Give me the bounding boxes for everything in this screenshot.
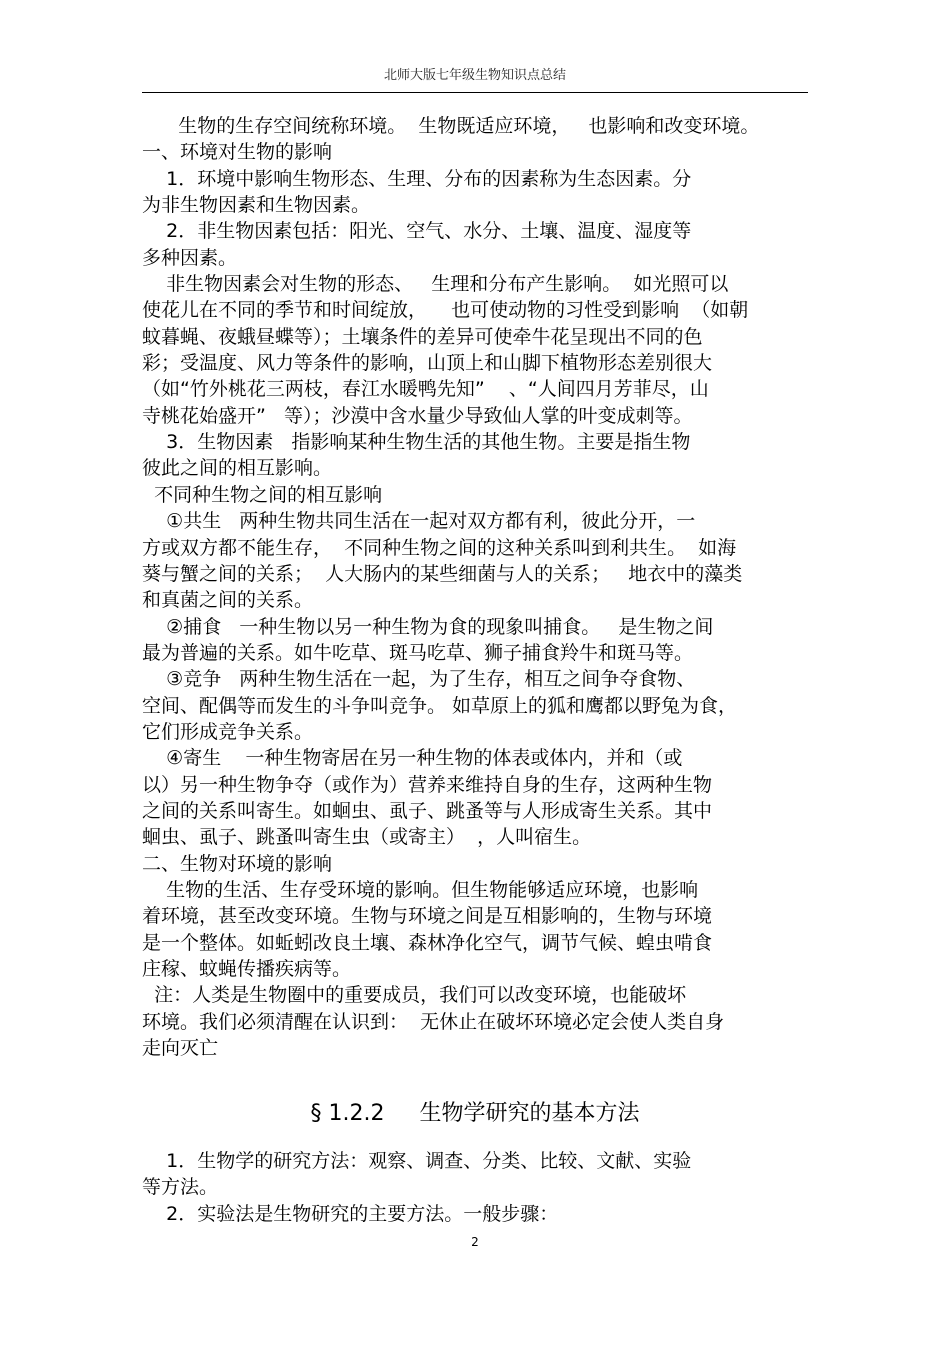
header-divider <box>142 92 808 93</box>
text-line: ①共生 两种生物共同生活在一起对双方都有利，彼此分开，一 <box>142 510 696 533</box>
text-line: 蚊暮蝇、夜蛾昼蝶等）；土壤条件的差异可使牵牛花呈现出不同的色 <box>142 325 703 348</box>
text-line: ③竞争 两种生物生活在一起，为了生存，相互之间争夺食物、 <box>142 668 696 691</box>
text-line: 方或双方都不能生存， 不同种生物之间的这种关系叫到利共生。 如海 <box>142 536 737 559</box>
text-line: 生物的生活、生存受环境的影响。但生物能够适应环境，也影响 <box>142 878 699 901</box>
text-line: 环境。我们必须清醒在认识到： 无休止在破坏环境必定会使人类自身 <box>142 1010 725 1033</box>
text-line: 最为普遍的关系。如牛吃草、斑马吃草、狮子捕食羚牛和斑马等。 <box>142 641 694 664</box>
text-line: 生物的生存空间统称环境。 生物既适应环境， 也影响和改变环境。 <box>142 115 760 137</box>
text-line: 庄稼、蚊蝇传播疾病等。 <box>142 958 352 980</box>
text-line: 着环境，甚至改变环境。生物与环境之间是互相影响的，生物与环境 <box>142 905 713 928</box>
page-number: 2 <box>471 1235 479 1249</box>
text-line: 蛔虫、虱子、跳蚤叫寄生虫（或寄主） ，人叫宿生。 <box>142 826 592 849</box>
text-line: 2．非生物因素包括：阳光、空气、水分、土壤、温度、湿度等 <box>142 220 692 243</box>
text-line: 走向灭亡 <box>142 1037 219 1060</box>
text-line: 以）另一种生物争夺（或作为）营养来维持自身的生存，这两种生物 <box>142 773 713 796</box>
text-line: 彼此之间的相互影响。 <box>142 457 333 480</box>
text-line: 为非生物因素和生物因素。 <box>142 194 371 217</box>
text-line: 1．生物学的研究方法：观察、调查、分类、比较、文献、实验 <box>142 1150 692 1172</box>
text-line: 注：人类是生物圈中的重要成员，我们可以改变环境，也能破坏 <box>142 984 687 1007</box>
text-line: 是一个整体。如蚯蚓改良土壤、森林净化空气，调节气候、蝗虫啃食 <box>142 931 713 954</box>
text-line: 1．环境中影响生物形态、生理、分布的因素称为生态因素。分 <box>142 167 692 190</box>
text-line: 葵与蟹之间的关系； 人大肠内的某些细菌与人的关系； 地衣中的藻类 <box>142 562 743 585</box>
text-line: 它们形成竞争关系。 <box>142 720 314 743</box>
text-line: 不同种生物之间的相互影响 <box>142 483 383 506</box>
text-line: 非生物因素会对生物的形态、 生理和分布产生影响。 如光照可以 <box>142 273 729 296</box>
text-line: 多种因素。 <box>142 246 238 269</box>
text-line: 2．实验法是生物研究的主要方法。一般步骤： <box>142 1202 559 1225</box>
text-line: ④寄生 一种生物寄居在另一种生物的体表或体内，并和（或 <box>142 747 683 770</box>
section-body-text <box>142 1148 812 1227</box>
text-line: 3．生物因素 指影响某种生物生活的其他生物。主要是指生物 <box>142 431 691 454</box>
text-line: 一、环境对生物的影响 <box>142 141 333 164</box>
text-line: 等方法。 <box>142 1176 219 1199</box>
text-line: 和真菌之间的关系。 <box>142 589 314 612</box>
text-line: 使花儿在不同的季节和时间绽放， 也可使动物的习性受到影响 （如朝 <box>142 299 749 322</box>
text-line: 彩；受温度、风力等条件的影响，山顶上和山脚下植物形态差别很大 <box>142 352 713 375</box>
text-line: 寺桃花始盛开” 等）；沙漠中含水量少导致仙人掌的叶变成刺等。 <box>142 404 693 427</box>
text-line: （如“竹外桃花三两枝，春江水暖鸭先知” 、“人间四月芳菲尽，山 <box>142 378 709 401</box>
body-text <box>142 113 812 1061</box>
page-header-title: 北师大版七年级生物知识点总结 <box>383 68 566 83</box>
text-line: 空间、配偶等而发生的斗争叫竞争。 如草原上的狐和鹰都以野兔为食， <box>142 694 738 717</box>
text-line: 二、生物对环境的影响 <box>142 852 333 875</box>
text-line: 之间的关系叫寄生。如蛔虫、虱子、跳蚤等与人形成寄生关系。其中 <box>142 799 713 822</box>
text-line: ②捕食 一种生物以另一种生物为食的现象叫捕食。 是生物之间 <box>142 615 714 638</box>
section-heading: § 1.2.2 生物学研究的基本方法 <box>310 1101 640 1126</box>
